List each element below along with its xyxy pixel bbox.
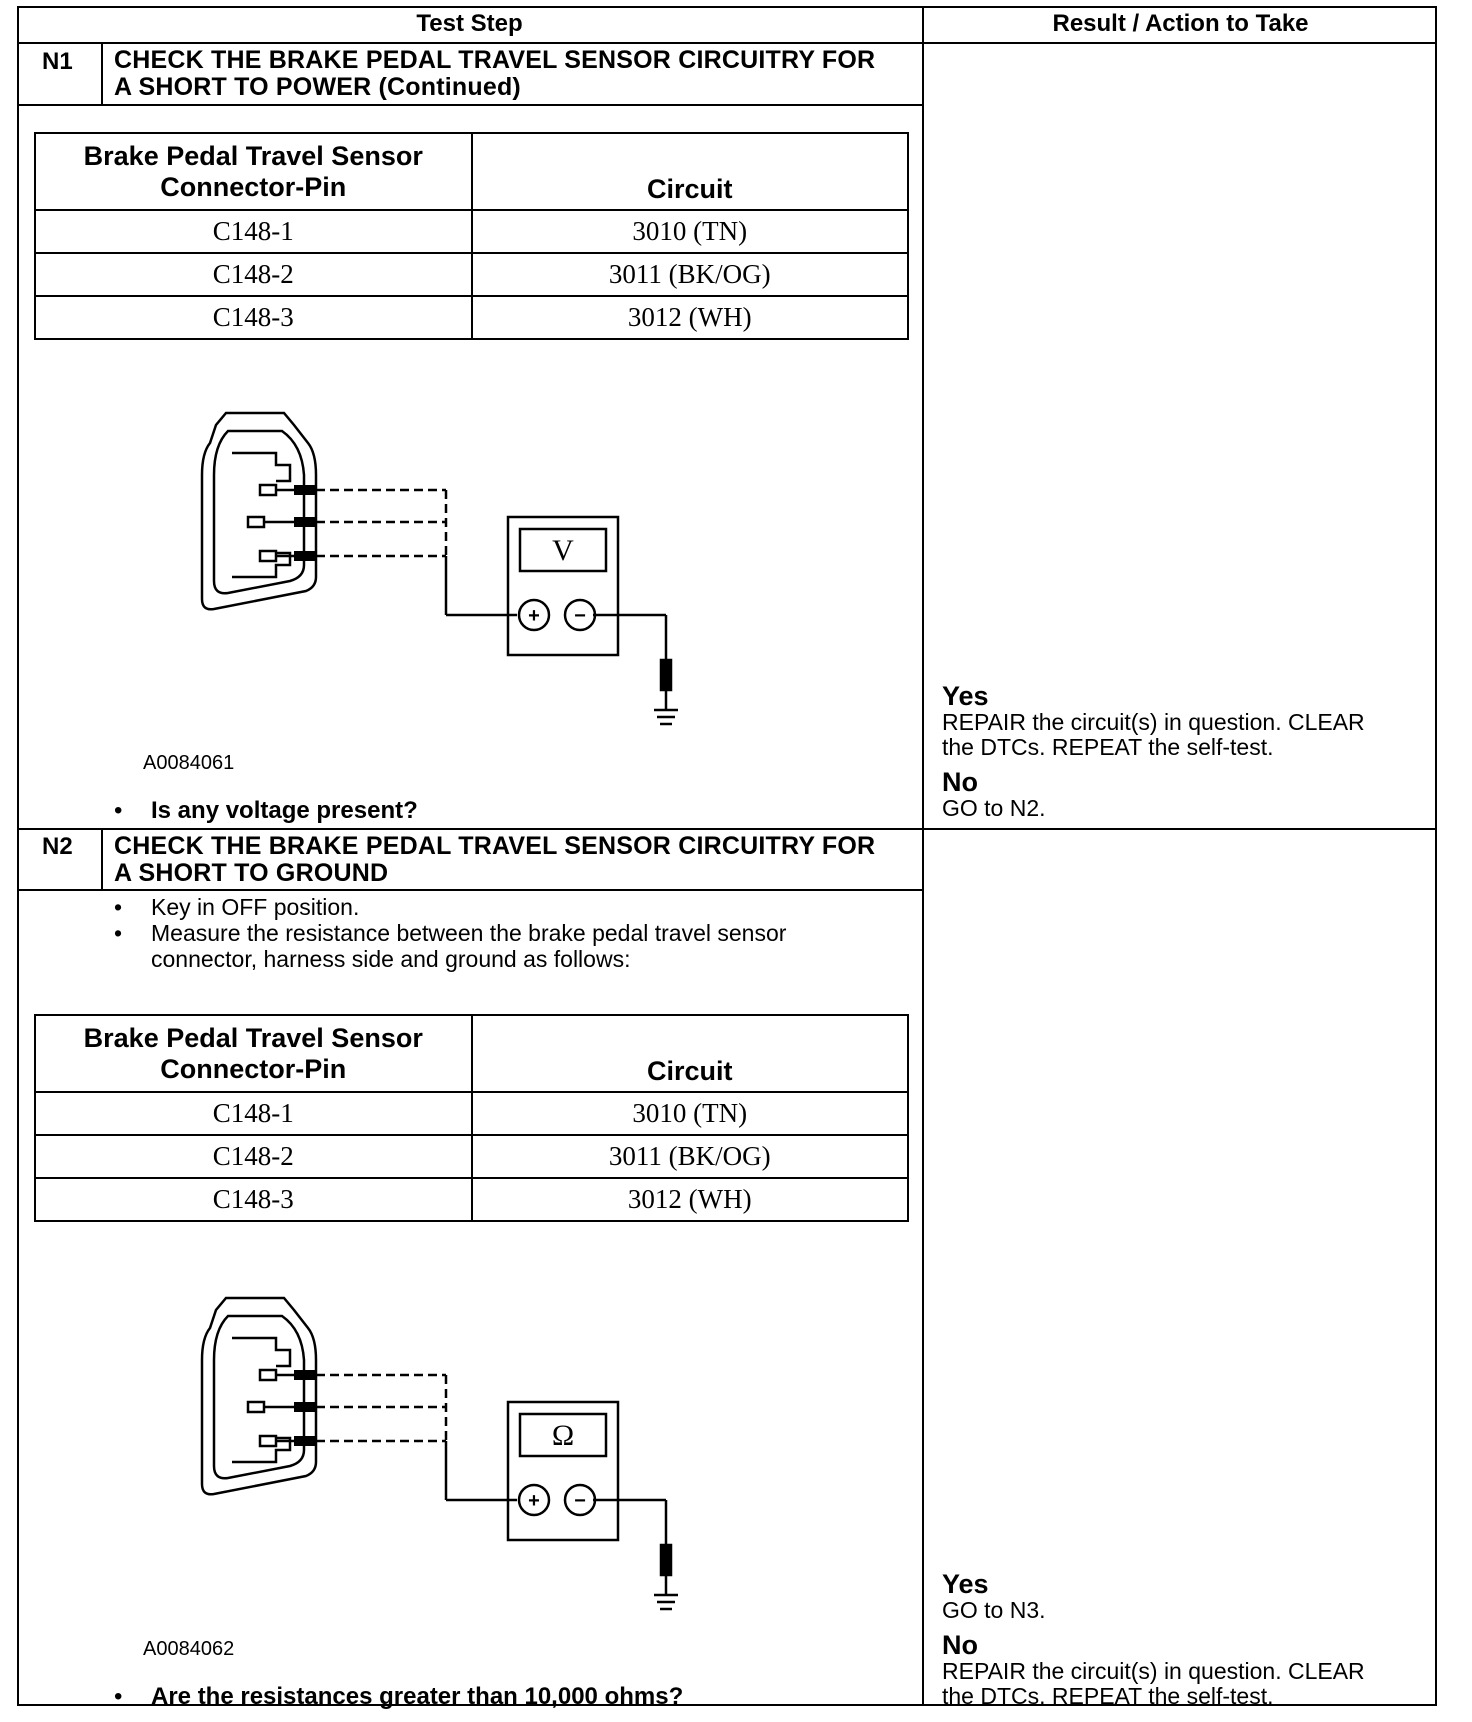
- header-line: Brake Pedal Travel Sensor: [83, 140, 423, 171]
- voltmeter-diagram: [190, 405, 730, 765]
- pin-table-n2: [34, 1014, 909, 1222]
- minus-terminal: −: [574, 1490, 586, 1512]
- no-action: REPAIR the circuit(s) in question. CLEAR: [942, 1658, 1365, 1684]
- connector-icon: [202, 413, 316, 609]
- step-title-line: CHECK THE BRAKE PEDAL TRAVEL SENSOR CIRCUITRY FOR: [114, 832, 876, 860]
- pin-column-header: [35, 133, 472, 210]
- result-n1: [942, 682, 1422, 821]
- no-action: the DTCs. REPEAT the self-test.: [942, 1683, 1274, 1709]
- circuit-cell: 3012 (WH): [472, 296, 909, 339]
- column-divider: [922, 6, 924, 1706]
- yes-label: Yes: [942, 681, 989, 711]
- pin-cell: C148-3: [35, 296, 472, 339]
- table-row: [35, 1092, 908, 1135]
- step-id-divider: [101, 828, 103, 891]
- meter-symbol: Ω: [551, 1419, 575, 1452]
- pin-cell: C148-1: [35, 1092, 472, 1135]
- step-id-n2: N2: [42, 833, 73, 860]
- header-line: Brake Pedal Travel Sensor: [83, 1022, 423, 1053]
- circuit-cell: 3010 (TN): [472, 210, 909, 253]
- circuit-column-header: Circuit: [472, 1015, 909, 1092]
- instruction-item: • Key in OFF position.: [114, 894, 786, 920]
- jumper-wires: [316, 490, 446, 556]
- step-title-line: A SHORT TO POWER (Continued): [114, 73, 521, 101]
- question-n1: • Is any voltage present?: [114, 797, 418, 825]
- ohmmeter-diagram: [190, 1290, 730, 1650]
- table-row: [35, 253, 908, 296]
- plus-terminal: +: [528, 1490, 540, 1512]
- header-test-step: Test Step: [416, 10, 523, 37]
- header-result-action: Result / Action to Take: [1052, 10, 1309, 37]
- plus-terminal: +: [528, 605, 540, 627]
- no-label: No: [942, 767, 978, 797]
- jumper-wires: [316, 1375, 446, 1441]
- pin-cell: C148-3: [35, 1178, 472, 1221]
- step-id-divider: [101, 42, 103, 105]
- table-row: [35, 210, 908, 253]
- circuit-cell: 3012 (WH): [472, 1178, 909, 1221]
- instruction-line: Measure the resistance between the brake pedal travel sensor: [151, 920, 787, 946]
- instructions-n2: [114, 894, 786, 972]
- step-title-n1: [114, 47, 875, 101]
- circuit-cell: 3010 (TN): [472, 1092, 909, 1135]
- pin-column-header: [35, 1015, 472, 1092]
- step-title-n2: [114, 833, 875, 887]
- instruction-item: [114, 920, 786, 972]
- step-id-n1: N1: [42, 48, 73, 75]
- no-action: GO to N2.: [942, 795, 1046, 821]
- result-n2: [942, 1570, 1422, 1709]
- pin-table-n1: [34, 132, 909, 340]
- step-title-line: A SHORT TO GROUND: [114, 859, 389, 887]
- figure-id-n2: A0084062: [143, 1638, 235, 1660]
- instruction-line: connector, harness side and ground as follows:: [151, 946, 631, 972]
- header-line: Connector-Pin: [160, 171, 347, 202]
- pin-cell: C148-2: [35, 1135, 472, 1178]
- circuit-column-header: Circuit: [472, 133, 909, 210]
- circuit-cell: 3011 (BK/OG): [472, 1135, 909, 1178]
- step-separator: [17, 828, 1437, 830]
- connector-icon: [202, 1298, 316, 1494]
- yes-action: REPAIR the circuit(s) in question. CLEAR: [942, 709, 1365, 735]
- meter-symbol: V: [552, 534, 574, 567]
- minus-terminal: −: [574, 605, 586, 627]
- no-label: No: [942, 1630, 978, 1660]
- ground-icon: [654, 660, 678, 724]
- table-row: [35, 1178, 908, 1221]
- step-title-line: CHECK THE BRAKE PEDAL TRAVEL SENSOR CIRCUITRY FOR: [114, 46, 876, 74]
- pin-cell: C148-2: [35, 253, 472, 296]
- table-row: [35, 1135, 908, 1178]
- circuit-cell: 3011 (BK/OG): [472, 253, 909, 296]
- yes-action: the DTCs. REPEAT the self-test.: [942, 734, 1274, 760]
- question-n2: • Are the resistances greater than 10,000 ohms?: [114, 1683, 683, 1711]
- figure-id-n1: A0084061: [143, 752, 235, 774]
- yes-action: GO to N3.: [942, 1597, 1046, 1623]
- step-title-underline: [17, 889, 922, 891]
- pin-cell: C148-1: [35, 210, 472, 253]
- yes-label: Yes: [942, 1569, 989, 1599]
- ground-icon: [654, 1545, 678, 1609]
- step-title-underline: [17, 104, 922, 106]
- table-row: [35, 296, 908, 339]
- header-line: Connector-Pin: [160, 1053, 347, 1084]
- header-divider: [17, 42, 1437, 44]
